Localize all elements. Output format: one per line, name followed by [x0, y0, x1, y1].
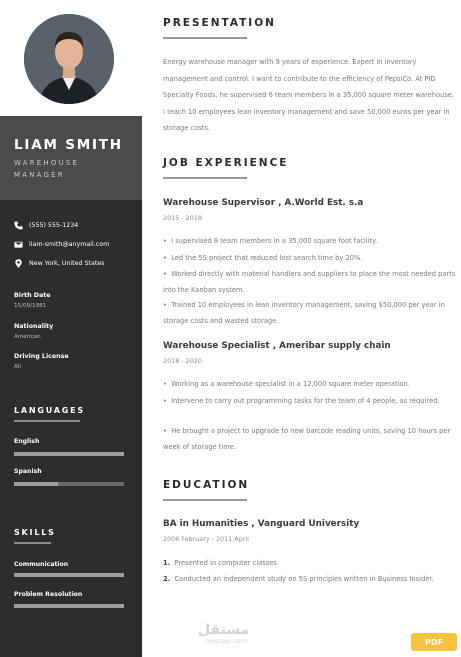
education-item-2-number: 2.: [163, 575, 171, 583]
skill-problem-resolution-bar: [14, 604, 124, 608]
pdf-badge[interactable]: PDF: [411, 633, 457, 651]
job-2-bullet-3: • He brought a project to upgrade to new barcode reading units, saving 10 hours per week of storage time.: [163, 427, 451, 451]
language-english-fill: [14, 452, 124, 456]
skills-heading: SKILLS: [14, 528, 56, 537]
education-dates: 2006 February - 2011 April: [163, 535, 249, 543]
education-item-2: [163, 572, 458, 588]
language-spanish-label: Spanish: [14, 468, 42, 475]
education-item-2-text: Conducted an independent study on 5S principles written in Business Insider.: [174, 575, 434, 583]
contact-phone: [14, 221, 78, 230]
education-rule: [163, 499, 247, 501]
education-degree: BA in Humanities , Vanguard University: [163, 519, 360, 529]
education-item-1-text: Presented in computer classes.: [174, 559, 279, 567]
job-2-bullet-3-text: He brought a project to upgrade to new barcode reading units, saving 10 hours per week of storage time.: [163, 427, 451, 451]
language-spanish-bar: [14, 482, 124, 486]
phone-text: (555) 555-1234: [29, 222, 79, 229]
education-item-1: [163, 556, 458, 572]
job-1-bullet-1-text: I supervised 8 team members in a 35,000 square foot facility.: [171, 237, 378, 245]
phone-icon: [14, 221, 23, 230]
location-text: New York, United States: [29, 260, 105, 267]
job-2-bullet-2: • Intervene to carry out programming tasks for the team of 4 people, as required.: [163, 397, 440, 405]
job-1-bullet-2: • Led the 5S project that reduced lost search time by 20%.: [163, 254, 363, 262]
language-english-label: English: [14, 438, 40, 445]
main-content: [142, 0, 461, 657]
contact-location: [14, 259, 104, 268]
language-spanish-fill: [14, 482, 58, 486]
job-1-bullet-4: • Trained 10 employees in lean inventory management, saving $50,000 per year in storage costs and wasted storage.: [163, 301, 445, 325]
job-2-dates: 2018 - 2020: [163, 357, 202, 365]
education-item-1-number: 1.: [163, 559, 171, 567]
languages-heading: LANGUAGES: [14, 406, 85, 415]
watermark-logo: مستقل: [198, 622, 250, 638]
driving-license-value: All: [14, 364, 21, 370]
job-1-bullet-3: • Worked directly with material handlers and suppliers to place the most needed parts into the Kanban system.: [163, 270, 456, 294]
job-1-dates: 2015 - 2018: [163, 214, 202, 222]
job-1-bullet-3-text: Worked directly with material handlers and suppliers to place the most needed parts into the Kanban system.: [163, 270, 456, 294]
job-1-title: Warehouse Supervisor , A.World Est. s.a: [163, 198, 364, 208]
driving-license-label: Driving License: [14, 353, 69, 360]
presentation-rule: [163, 37, 247, 39]
nationality-value: American: [14, 334, 41, 340]
job-1-bullet-1: • I supervised 8 team members in a 35,000 square foot facility.: [163, 237, 378, 245]
job-experience-heading: JOB EXPERIENCE: [163, 157, 289, 169]
envelope-icon: [14, 240, 23, 249]
job-1-bullet-4-text: Trained 10 employees in lean inventory management, saving $50,000 per year in storage costs and wasted storage.: [163, 301, 445, 325]
job-2-bullet-1-text: Working as a warehouse specialist in a 12,000 square meter operation.: [171, 380, 410, 388]
candidate-role: WAREHOUSE MANAGER: [14, 159, 80, 179]
skill-communication-label: Communication: [14, 561, 69, 568]
education-heading: EDUCATION: [163, 479, 250, 491]
skill-problem-resolution-fill: [14, 604, 124, 608]
profile-photo-image: [24, 14, 114, 104]
job-2-bullet-2-text: Intervene to carry out programming tasks for the team of 4 people, as required.: [171, 397, 440, 405]
sidebar: [0, 0, 142, 657]
birth-date-label: Birth Date: [14, 292, 51, 299]
skills-rule: [14, 542, 51, 544]
skill-problem-resolution-label: Problem Resolution: [14, 591, 83, 598]
skill-communication-bar: [14, 573, 124, 577]
candidate-name: LIAM SMITH: [14, 137, 123, 153]
location-pin-icon: [14, 259, 23, 268]
profile-photo: [24, 14, 114, 104]
job-2-title: Warehouse Specialist , Ameribar supply chain: [163, 341, 391, 351]
email-text: liam-smith@anymail.com: [29, 241, 110, 248]
skill-communication-fill: [14, 573, 124, 577]
presentation-heading: PRESENTATION: [163, 17, 276, 29]
job-2-bullet-1: • Working as a warehouse specialist in a 12,000 square meter operation.: [163, 380, 410, 388]
watermark-site: mostaql.com: [205, 637, 248, 645]
job-1-bullet-2-text: Led the 5S project that reduced lost search time by 20%.: [171, 254, 363, 262]
contact-email: [14, 240, 109, 249]
languages-rule: [14, 420, 80, 422]
nationality-label: Nationality: [14, 323, 54, 330]
birth-date-value: 15/09/1981: [14, 303, 47, 309]
presentation-text: Energy warehouse manager with 9 years of experience. Expert in inventory management and control. I want to contribute to the efficiency of PepsiCo. At PID Specialty Foods, he supervised 6 team members in a 35,000 square meter warehouse. I teach 10 employees lean inventory management and save 50,000 euros per year in storage costs.: [163, 58, 455, 132]
language-english-bar: [14, 452, 124, 456]
job-experience-rule: [163, 177, 247, 179]
